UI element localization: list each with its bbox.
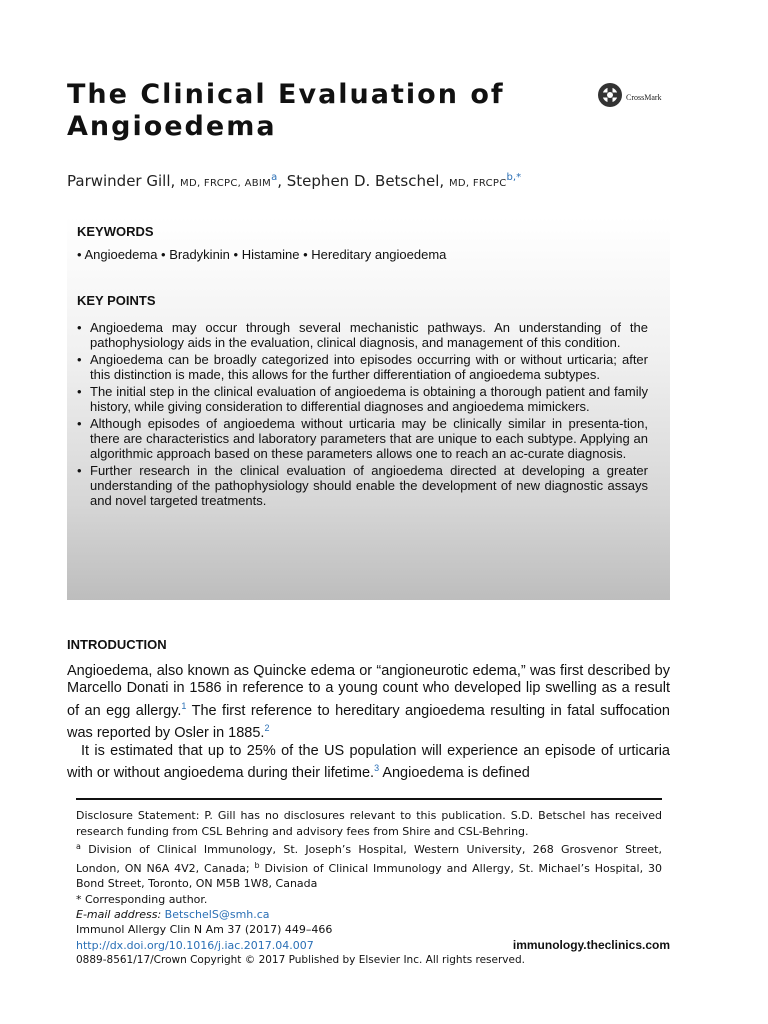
author-line — [67, 172, 707, 190]
doi-link[interactable]: http://dx.doi.org/10.1016/j.iac.2017.04.007 — [76, 938, 314, 952]
key-point-item — [77, 416, 648, 461]
disclosure-statement: Disclosure Statement: P. Gill has no disclosures relevant to this publication. S.D. Betschel has received research funding from CSL Behring and advisory fees from Shire and CSL-Behring. — [76, 809, 662, 838]
keywords-keypoints-box — [67, 217, 670, 600]
key-point-text: Angioedema can be broadly categorized into episodes occurring with or without urticaria; after this distinction is made, this allows for the further differentiation of angioedema subtypes. — [90, 352, 648, 382]
paragraph-text: Angioedema is defined — [379, 765, 530, 782]
journal-site[interactable]: immunology.theclinics.com — [512, 937, 670, 952]
affiliation-link[interactable]: a — [271, 172, 278, 183]
article-title: The Clinical Evaluation of Angioedema — [67, 79, 505, 142]
corresponding-author: * Corresponding author. — [76, 892, 208, 906]
bullet: • — [77, 352, 82, 367]
affiliation-mark: a — [76, 842, 81, 851]
email-line — [76, 907, 662, 923]
introduction-body — [67, 663, 670, 782]
author-name: Stephen D. Betschel, — [286, 172, 445, 190]
email-link[interactable]: BetschelS@smh.ca — [164, 908, 270, 921]
introduction-heading: INTRODUCTION — [67, 637, 167, 652]
affiliation-text: Division of Clinical Immunology and Allergy, St. Michael’s Hospital, 30 Bond Street, Toronto, ON M5B 1W8, Canada — [76, 861, 662, 890]
author-degrees: MD, FRCPC, ABIM — [180, 178, 272, 189]
key-point-text: The initial step in the clinical evaluation of angioedema is obtaining a thorough patient and family history, while giving consideration to differential diagnoses and angioedema mimickers. — [90, 384, 648, 414]
key-points-list — [77, 320, 648, 510]
author-degrees: MD, FRCPC — [448, 178, 507, 189]
paragraph-text: The first reference to hereditary angioedema resulting in fatal suffocation was reported by Osler in 1885. — [67, 702, 670, 742]
affiliation-text: Division of Clinical Immunology, St. Joseph’s Hospital, Western University, 268 Grosvenor Street, London, ON N6A 4V2, Canada; — [76, 843, 662, 875]
reference-link[interactable]: 3 — [374, 763, 380, 774]
keywords-list: • Angioedema • Bradykinin • Histamine • Hereditary angioedema — [77, 247, 447, 262]
author-separator: , — [277, 172, 282, 190]
reference-link[interactable]: 1 — [181, 700, 187, 711]
keywords-heading: KEYWORDS — [77, 224, 154, 239]
affiliations — [76, 839, 662, 892]
crossmark-badge[interactable] — [597, 84, 662, 110]
paragraph — [67, 663, 670, 743]
key-point-item — [77, 384, 648, 414]
affiliation-mark: b — [254, 860, 260, 870]
key-point-text: Although episodes of angioedema without urticaria may be clinically similar in presenta-tion, there are characteristics and laboratory parameters that are unique to each subtype. Applying an algorithmic approach based on these parameters allows one to reach an ac-curate diagnosis. — [90, 416, 648, 461]
bullet: • — [77, 416, 82, 431]
key-points-heading: KEY POINTS — [77, 293, 156, 308]
key-point-item — [77, 320, 648, 350]
author-name: Parwinder Gill, — [67, 172, 176, 190]
citation: Immunol Allergy Clin N Am 37 (2017) 449–466 — [76, 923, 333, 936]
key-point-item — [77, 352, 648, 382]
footnotes — [76, 808, 662, 923]
paragraph-text: Angioedema, also known as Quincke edema or “angioneurotic edema,” was first described by Marcello Donati in 1586 in reference to a young count who developed lip swelling as a result of an egg allergy. — [67, 663, 670, 719]
key-point-text: Further research in the clinical evaluation of angioedema directed at developing a greater understanding of the pathophysiology should enable the development of new diagnostic assays and novel targeted treatments. — [90, 463, 648, 508]
footnote-divider — [76, 798, 662, 800]
affiliation-link[interactable]: b,* — [506, 172, 522, 183]
copyright: 0889-8561/17/Crown Copyright © 2017 Published by Elsevier Inc. All rights reserved. — [76, 954, 525, 966]
doi-row — [76, 938, 670, 954]
key-point-item — [77, 463, 648, 508]
paragraph-text: It is estimated that up to 25% of the US population will experience an episode of urticaria with or without angioedema during their lifetime. — [67, 742, 670, 782]
crossmark-label: CrossMark — [626, 92, 662, 102]
key-point-text: Angioedema may occur through several mechanistic pathways. An understanding of the pathophysiology aids in the evaluation, clinical diagnosis, and management of this condition. — [90, 320, 648, 350]
email-label: E-mail address: — [76, 908, 162, 921]
bullet: • — [77, 384, 82, 399]
bullet: • — [77, 463, 82, 478]
paragraph — [67, 743, 670, 783]
crossmark-icon — [597, 82, 623, 112]
bullet: • — [77, 320, 82, 335]
reference-link[interactable]: 2 — [264, 723, 270, 734]
journal-info — [76, 922, 670, 969]
